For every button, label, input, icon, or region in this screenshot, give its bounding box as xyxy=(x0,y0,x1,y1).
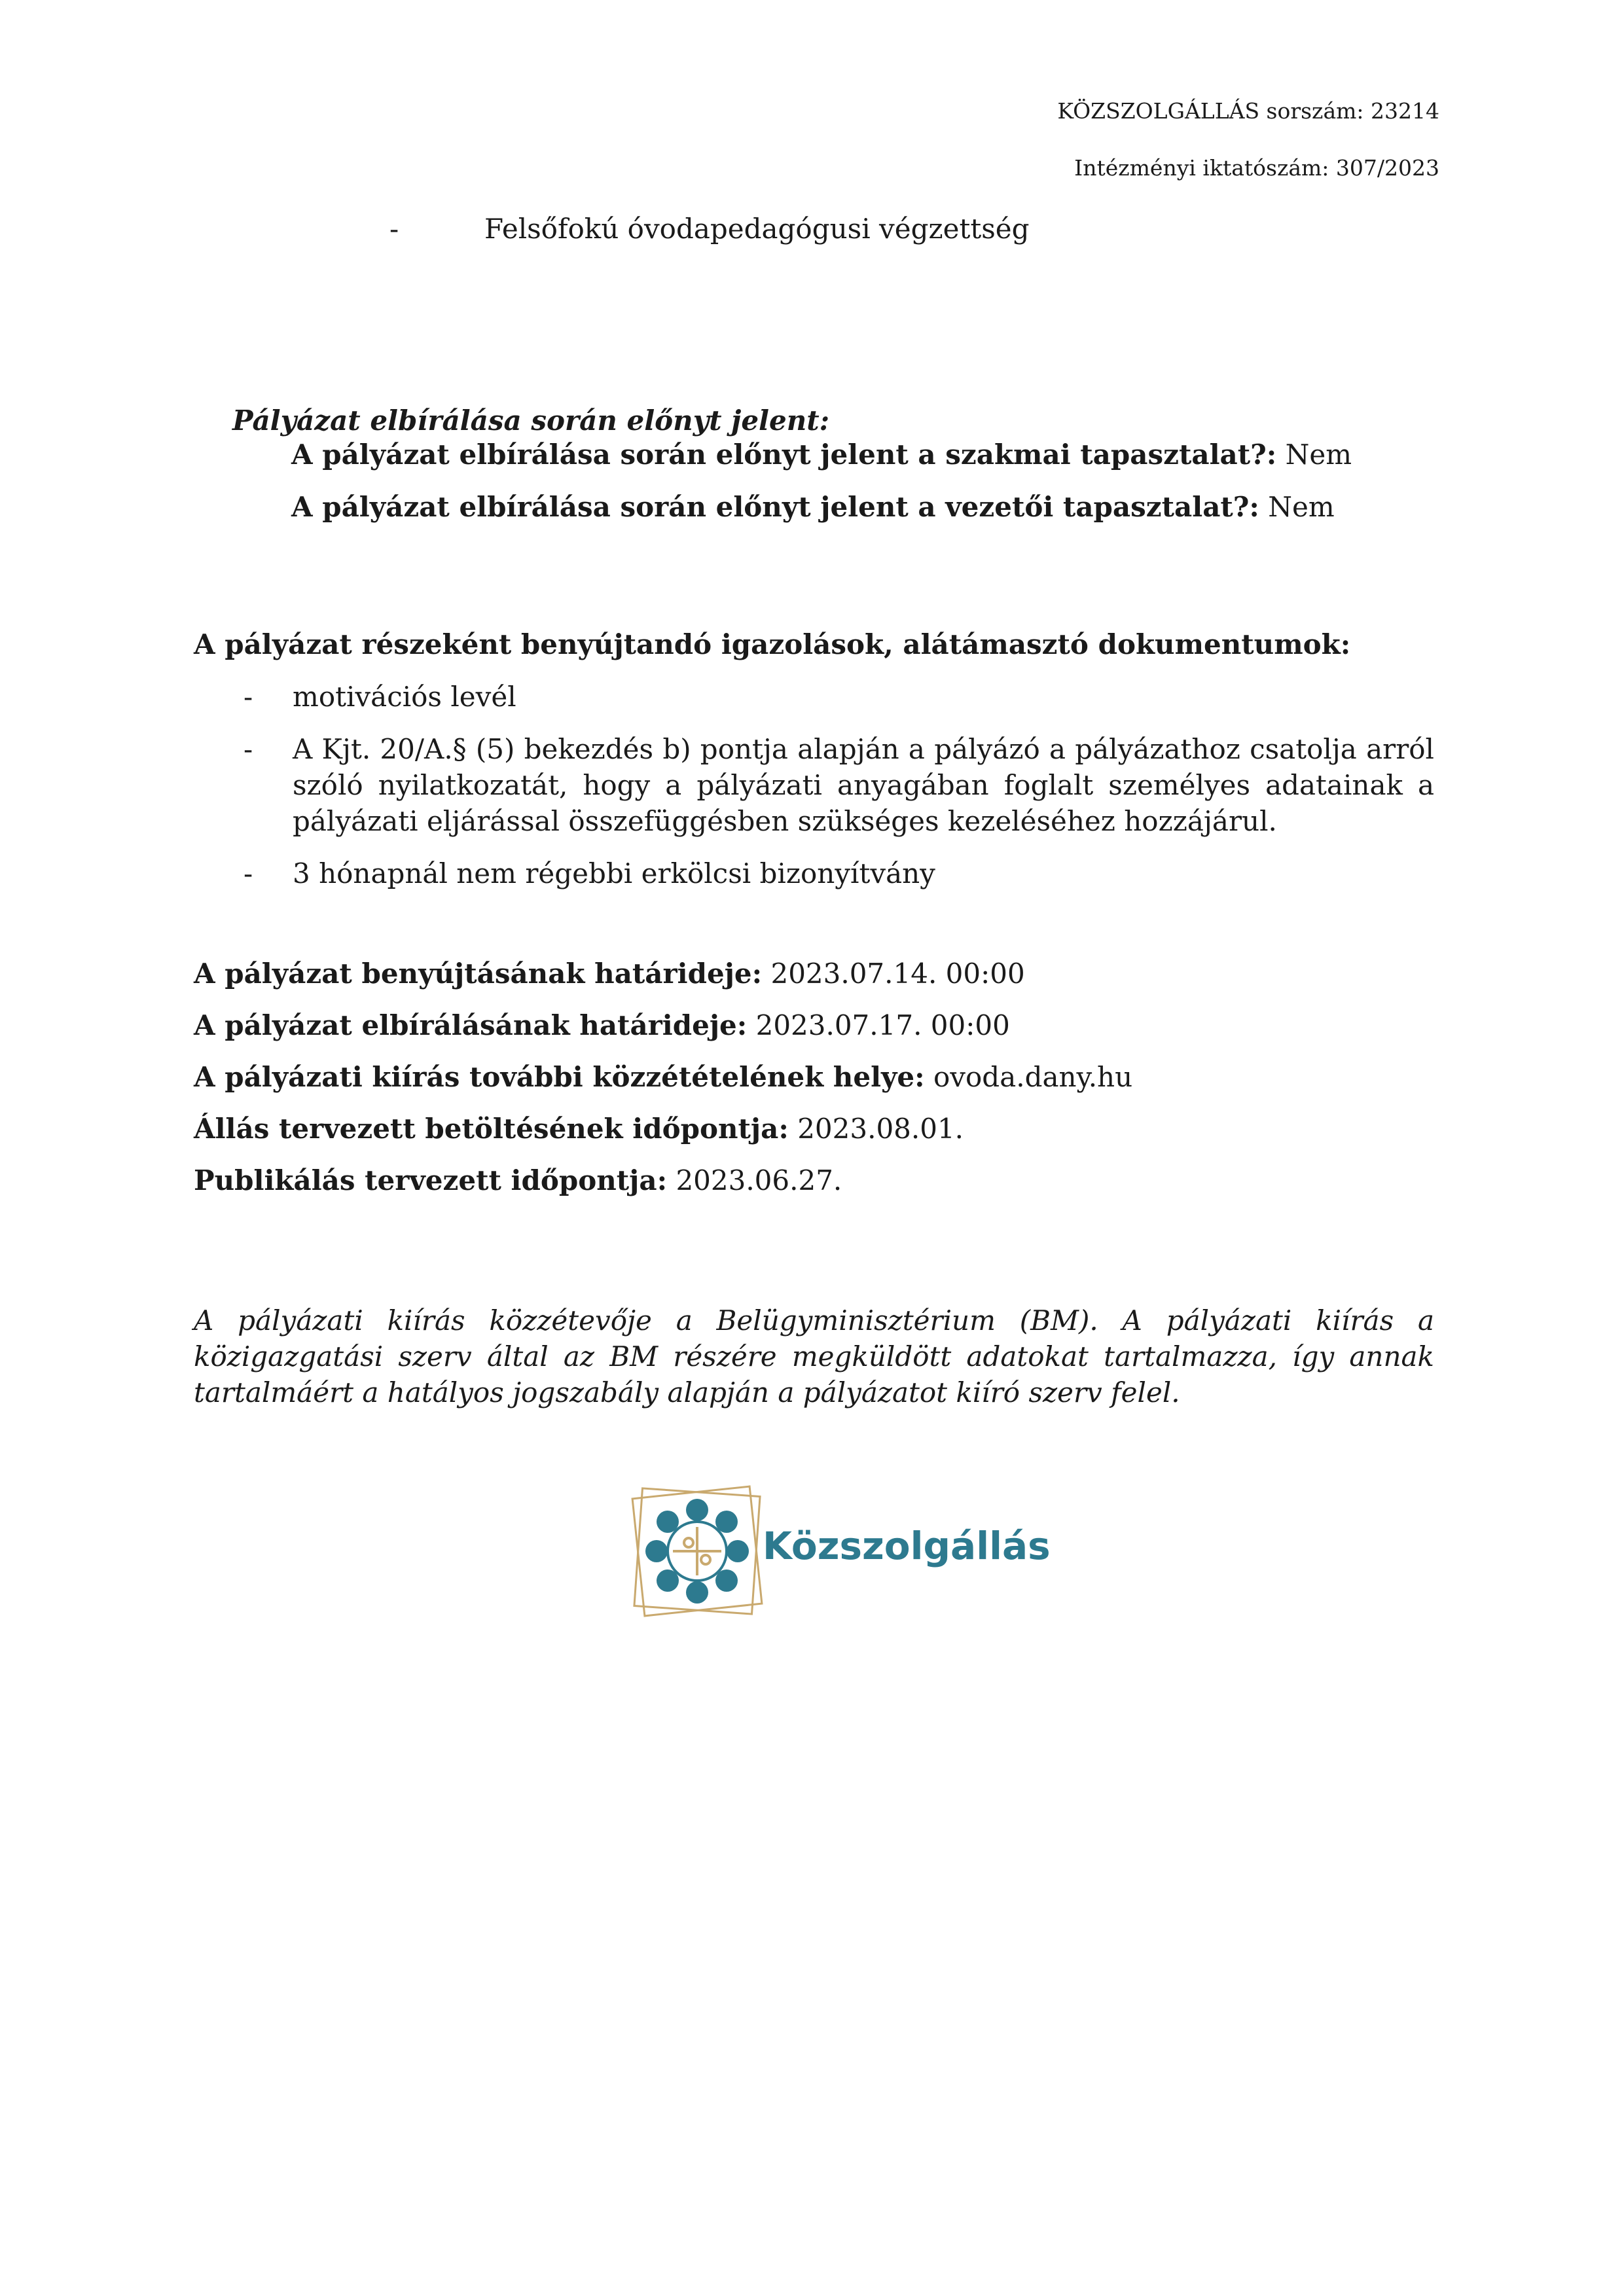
document-item: A Kjt. 20/A.§ (5) bekezdés b) pontja alapján a pályázó a pályázathoz csatolja arról szóló nyilatkozatát, hogy a pályázati anyagában foglalt személyes adatainak a pályázati eljárással összefüggésben szükséges kezeléséhez hozzájárul. xyxy=(293,733,1434,837)
fact-label: A pályázat elbírálásának határideje: xyxy=(194,1009,748,1041)
advantages-title: Pályázat elbírálása során előnyt jelent: xyxy=(232,404,830,437)
advantage-value: Nem xyxy=(1259,491,1335,523)
fact-label: A pályázat benyújtásának határideje: xyxy=(194,958,763,990)
fact-label: Publikálás tervezett időpontja: xyxy=(194,1164,668,1196)
requirement-bullet: - xyxy=(389,213,399,245)
document-bullet: - xyxy=(244,733,253,765)
header-serial-number: KÖZSZOLGÁLLÁS sorszám: 23214 xyxy=(1057,98,1439,124)
fact-publication-place xyxy=(194,1051,1132,1103)
document-bullet: - xyxy=(244,681,253,713)
advantage-label: A pályázat elbírálása során előnyt jelent a szakmai tapasztalat?: xyxy=(291,439,1277,471)
requirement-text: Felsőfokú óvodapedagógusi végzettség xyxy=(484,213,1030,245)
fact-value: ovoda.dany.hu xyxy=(924,1061,1133,1093)
fact-value: 2023.06.27. xyxy=(667,1164,842,1196)
disclaimer-paragraph: A pályázati kiírás közzétevője a Belügyminisztérium (BM). A pályázati kiírás a közigazgatási szerv által az BM részére megküldött adatokat tartalmazza, így annak tartalmáért a hatályos jogszabály alapján a pályázatot kiíró szerv felel. xyxy=(194,1304,1434,1408)
logo-wordmark: Közszolgállás xyxy=(763,1524,1051,1568)
fact-label: Állás tervezett betöltésének időpontja: xyxy=(194,1113,789,1145)
advantage-label: A pályázat elbírálása során előnyt jelent a vezetői tapasztalat?: xyxy=(291,491,1259,523)
document-item: 3 hónapnál nem régebbi erkölcsi bizonyítvány xyxy=(293,857,935,889)
header-registry-number: Intézményi iktatószám: 307/2023 xyxy=(1074,155,1439,181)
advantage-management-experience xyxy=(291,481,1335,533)
fact-planned-start-date xyxy=(194,1103,964,1155)
document-item: motivációs levél xyxy=(293,681,516,713)
fact-value: 2023.08.01. xyxy=(788,1113,964,1145)
fact-planned-publication-date xyxy=(194,1155,842,1207)
fact-submission-deadline xyxy=(194,948,1025,1000)
document-bullet: - xyxy=(244,857,253,889)
documents-title: A pályázat részeként benyújtandó igazolások, alátámasztó dokumentumok: xyxy=(194,628,1351,660)
fact-evaluation-deadline xyxy=(194,999,1010,1052)
advantage-value: Nem xyxy=(1276,439,1352,471)
advantage-professional-experience xyxy=(291,429,1352,481)
fact-value: 2023.07.17. 00:00 xyxy=(747,1009,1010,1041)
fact-label: A pályázati kiírás további közzétételének helye: xyxy=(194,1061,925,1093)
fact-value: 2023.07.14. 00:00 xyxy=(762,958,1025,990)
